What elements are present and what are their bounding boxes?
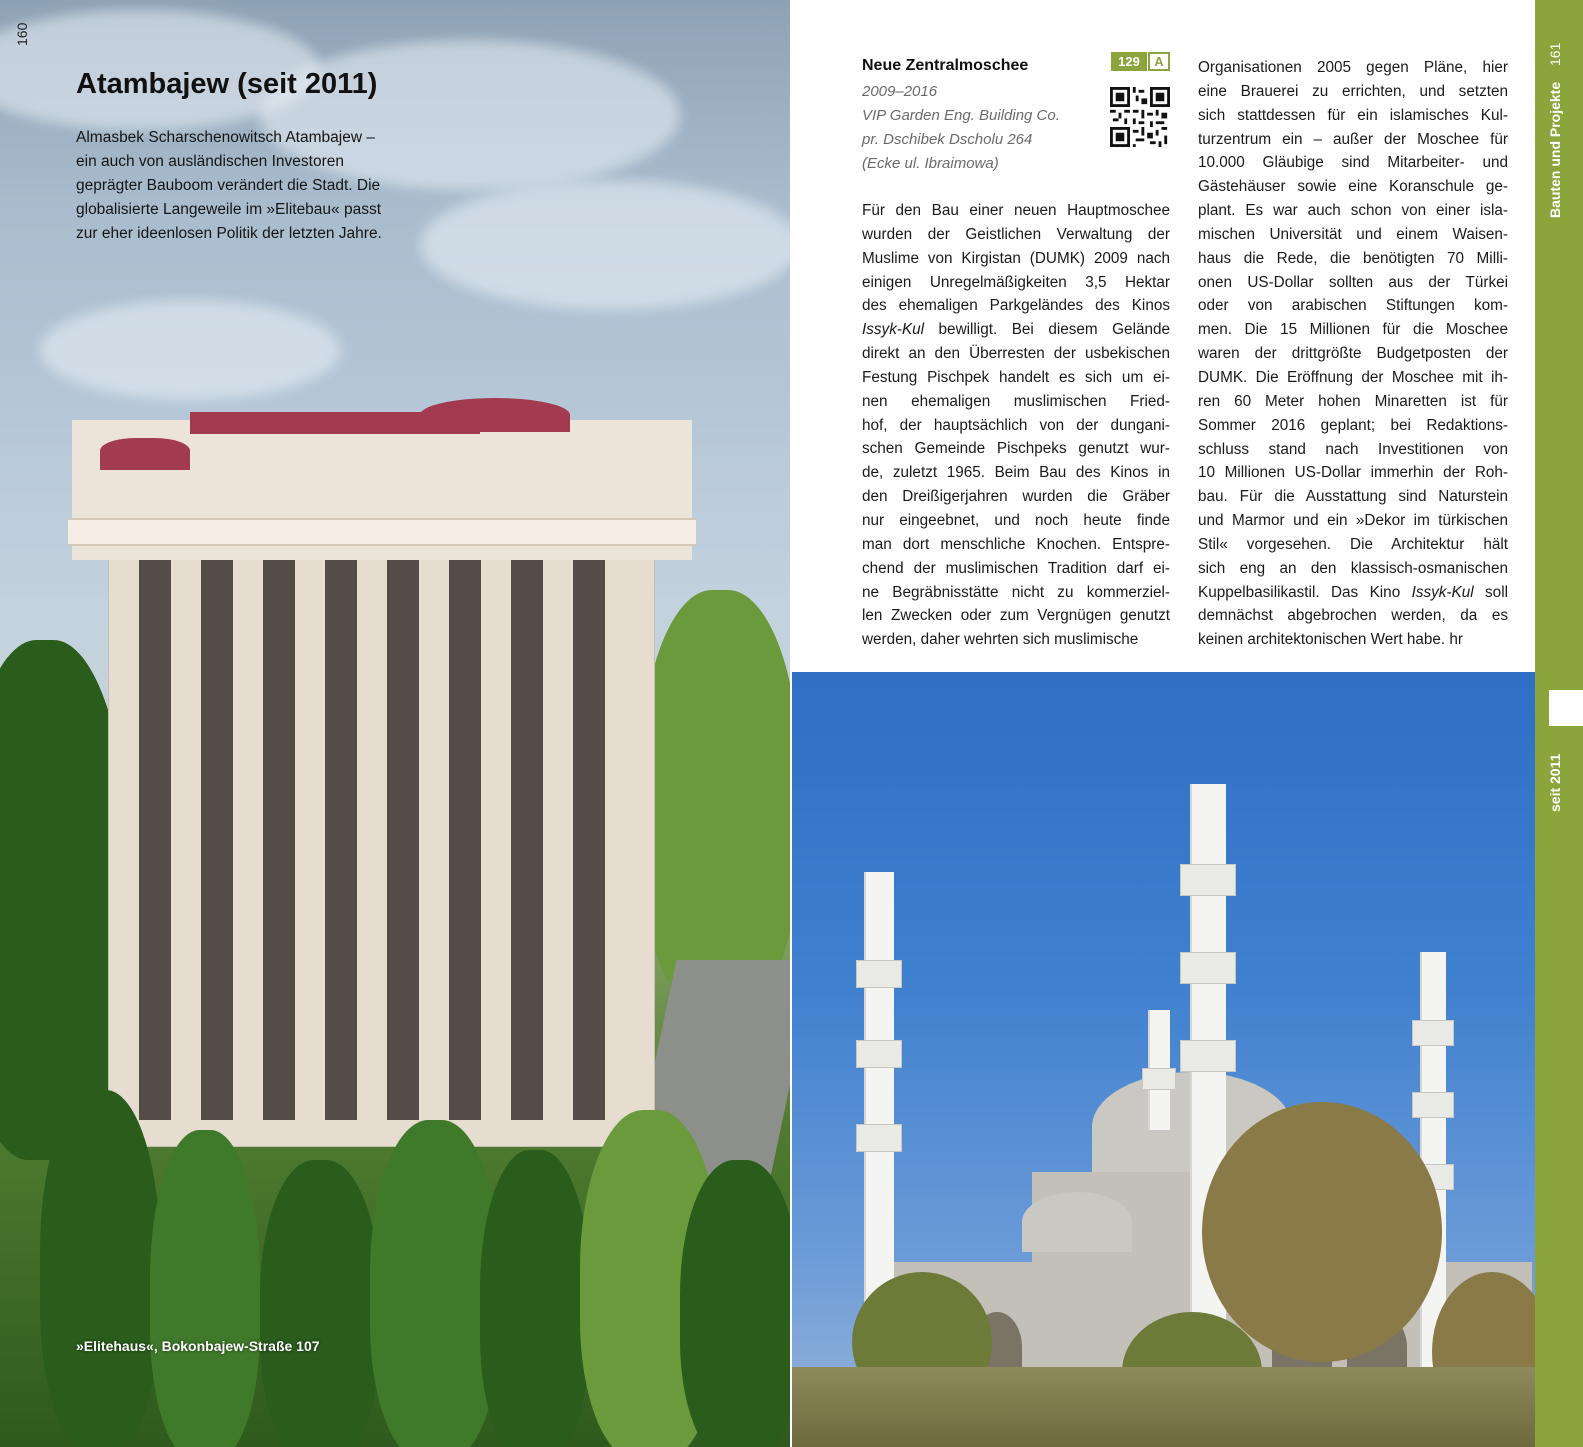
- body-text-line: sich eng an den klassisch-osmanischen: [1198, 559, 1508, 577]
- entry-category-badge: A: [1148, 52, 1170, 71]
- body-text-line: werden, daher wehrten sich muslimische: [862, 631, 1139, 649]
- body-text-column-1: [862, 199, 1170, 652]
- body-text-line: und Marmor und ein »Dekor im türkischen: [1198, 512, 1508, 530]
- chapter-intro: Almasbek Scharschenowitsch Atambajew – ein auch von ausländischen Investoren geprägter Bauboom verändert die Stadt. Die globalisierte Langeweile im »Elitebau« passt zur eher ideenlosen Politik der letzten Jahre.: [76, 129, 382, 242]
- body-text-line: bau. Für die Ausstattung sind Naturstein: [1198, 488, 1508, 506]
- entry-number-badge: 129: [1111, 52, 1147, 71]
- body-text-column-2: [1198, 56, 1508, 652]
- body-text-line: einigen Unregelmäßigkeiten 3,5 Hektar: [862, 273, 1170, 291]
- body-text-line: den Dreißigerjahren wurden die Gräber: [862, 488, 1170, 506]
- sidebar-page-number: 161: [1547, 42, 1563, 66]
- entry-address-detail: (Ecke ul. Ibraimowa): [862, 155, 999, 172]
- body-text-line: ren 60 Meter hohen Minaretten ist für: [1198, 392, 1508, 410]
- entry-years: 2009–2016: [862, 83, 938, 100]
- entry-address: pr. Dschibek Dscholu 264: [862, 131, 1033, 148]
- body-text-line: men. Die 15 Millionen für die Moschee: [1198, 321, 1508, 339]
- body-text-line: chend der muslimischen Tradition darf ei-: [862, 559, 1170, 577]
- entry-architect: VIP Garden Eng. Building Co.: [862, 107, 1060, 124]
- body-text-line: 10.000 Gläubige sind Mitarbeiter- und: [1198, 154, 1508, 172]
- body-text-line: Muslime von Kirgistan (DUMK) 2009 nach: [862, 249, 1170, 267]
- body-text-line: schen Gemeinde Pischpeks genutzt wur-: [862, 440, 1170, 458]
- body-text-line: DUMK. Die Eröffnung der Moschee mit ih-: [1198, 368, 1508, 386]
- body-text-line: eine Brauerei zu errichten, und setzten: [1198, 82, 1508, 100]
- sidebar-era-label: seit 2011: [1547, 753, 1563, 812]
- body-text-line: Kuppelbasilikastil. Das Kino Issyk-Kul soll: [1198, 583, 1508, 601]
- body-text-line: des ehemaligen Parkgeländes des Kinos: [862, 297, 1170, 315]
- body-text-line: Stil« vorgesehen. Die Architektur hält: [1198, 535, 1508, 553]
- body-text-line: len Zwecken oder zum Vergnügen genutzt: [862, 607, 1170, 625]
- sidebar-section-label: Bauten und Projekte: [1547, 81, 1563, 218]
- body-text-line: Organisationen 2005 gegen Pläne, hier: [1198, 59, 1508, 76]
- sidebar-section-tab: [1549, 690, 1583, 726]
- sidebar-thumb-index: [1535, 0, 1583, 1447]
- ground: [792, 1367, 1535, 1447]
- body-text-line: haus die Rede, die benötigten 70 Milli-: [1198, 249, 1508, 267]
- body-text-line: Für den Bau einer neuen Hauptmoschee: [862, 202, 1170, 219]
- body-text-line: schluss stand nach Investitionen von: [1198, 440, 1508, 458]
- body-text-line: 10 Millionen US-Dollar immerhin der Roh-: [1198, 464, 1508, 482]
- tower-balcony: [68, 518, 696, 546]
- body-text-line: wurden der Geistlichen Verwaltung der: [862, 225, 1170, 243]
- body-text-line: mischen Universität und einem Waisen-: [1198, 225, 1508, 243]
- body-text-line: demnächst abgebrochen werden, da es: [1198, 607, 1508, 625]
- right-page-photo-mosque: [792, 672, 1535, 1447]
- left-page-number: 160: [14, 22, 30, 46]
- left-photo-caption: »Elitehaus«, Bokonbajew-Straße 107: [76, 1338, 320, 1354]
- body-text-line: oder von arabischen Stiftungen kom-: [1198, 297, 1508, 315]
- entry-title: Neue Zentralmoschee: [862, 57, 1029, 74]
- body-text-line: sich stattdessen für ein islamisches Kul-: [1198, 106, 1508, 124]
- body-text-line: plant. Es war auch schon von einer isla-: [1198, 202, 1508, 220]
- body-text-line: Festung Pischpek handelt es sich um ei-: [862, 368, 1170, 386]
- body-text-line: onen US-Dollar sollten aus der Türkei: [1198, 273, 1508, 291]
- body-text-line: waren der drittgrößte Budgetposten der: [1198, 345, 1508, 363]
- body-text-line: man dort menschliche Knochen. Entspre-: [862, 535, 1170, 553]
- body-text-line: Issyk-Kul bewilligt. Bei diesem Gelände: [862, 321, 1170, 339]
- body-text-line: direkt an den Überresten der usbekischen: [862, 345, 1170, 363]
- tower-windows: [125, 560, 630, 1120]
- body-text-line: keinen architektonischen Wert habe. hr: [1198, 631, 1464, 649]
- body-text-line: Sommer 2016 geplant; bei Redaktions-: [1198, 416, 1508, 434]
- body-text-line: nur eingeebnet, und noch heute finde: [862, 511, 1170, 529]
- body-text-line: nen ehemaligen muslimischen Fried-: [862, 392, 1170, 410]
- body-text-line: ne Begräbnisstätte nicht zu kommerziel-: [862, 583, 1170, 601]
- body-text-line: turzentrum ein – außer der Moschee für: [1198, 130, 1508, 148]
- body-text-line: hof, der hauptsächlich von der dungani-: [862, 416, 1170, 434]
- chapter-title: Atambajew (seit 2011): [76, 68, 378, 100]
- body-text-line: Gästehäuser sowie eine Koranschule ge-: [1198, 178, 1508, 196]
- body-text-line: de, zuletzt 1965. Beim Bau des Kinos in: [862, 464, 1170, 482]
